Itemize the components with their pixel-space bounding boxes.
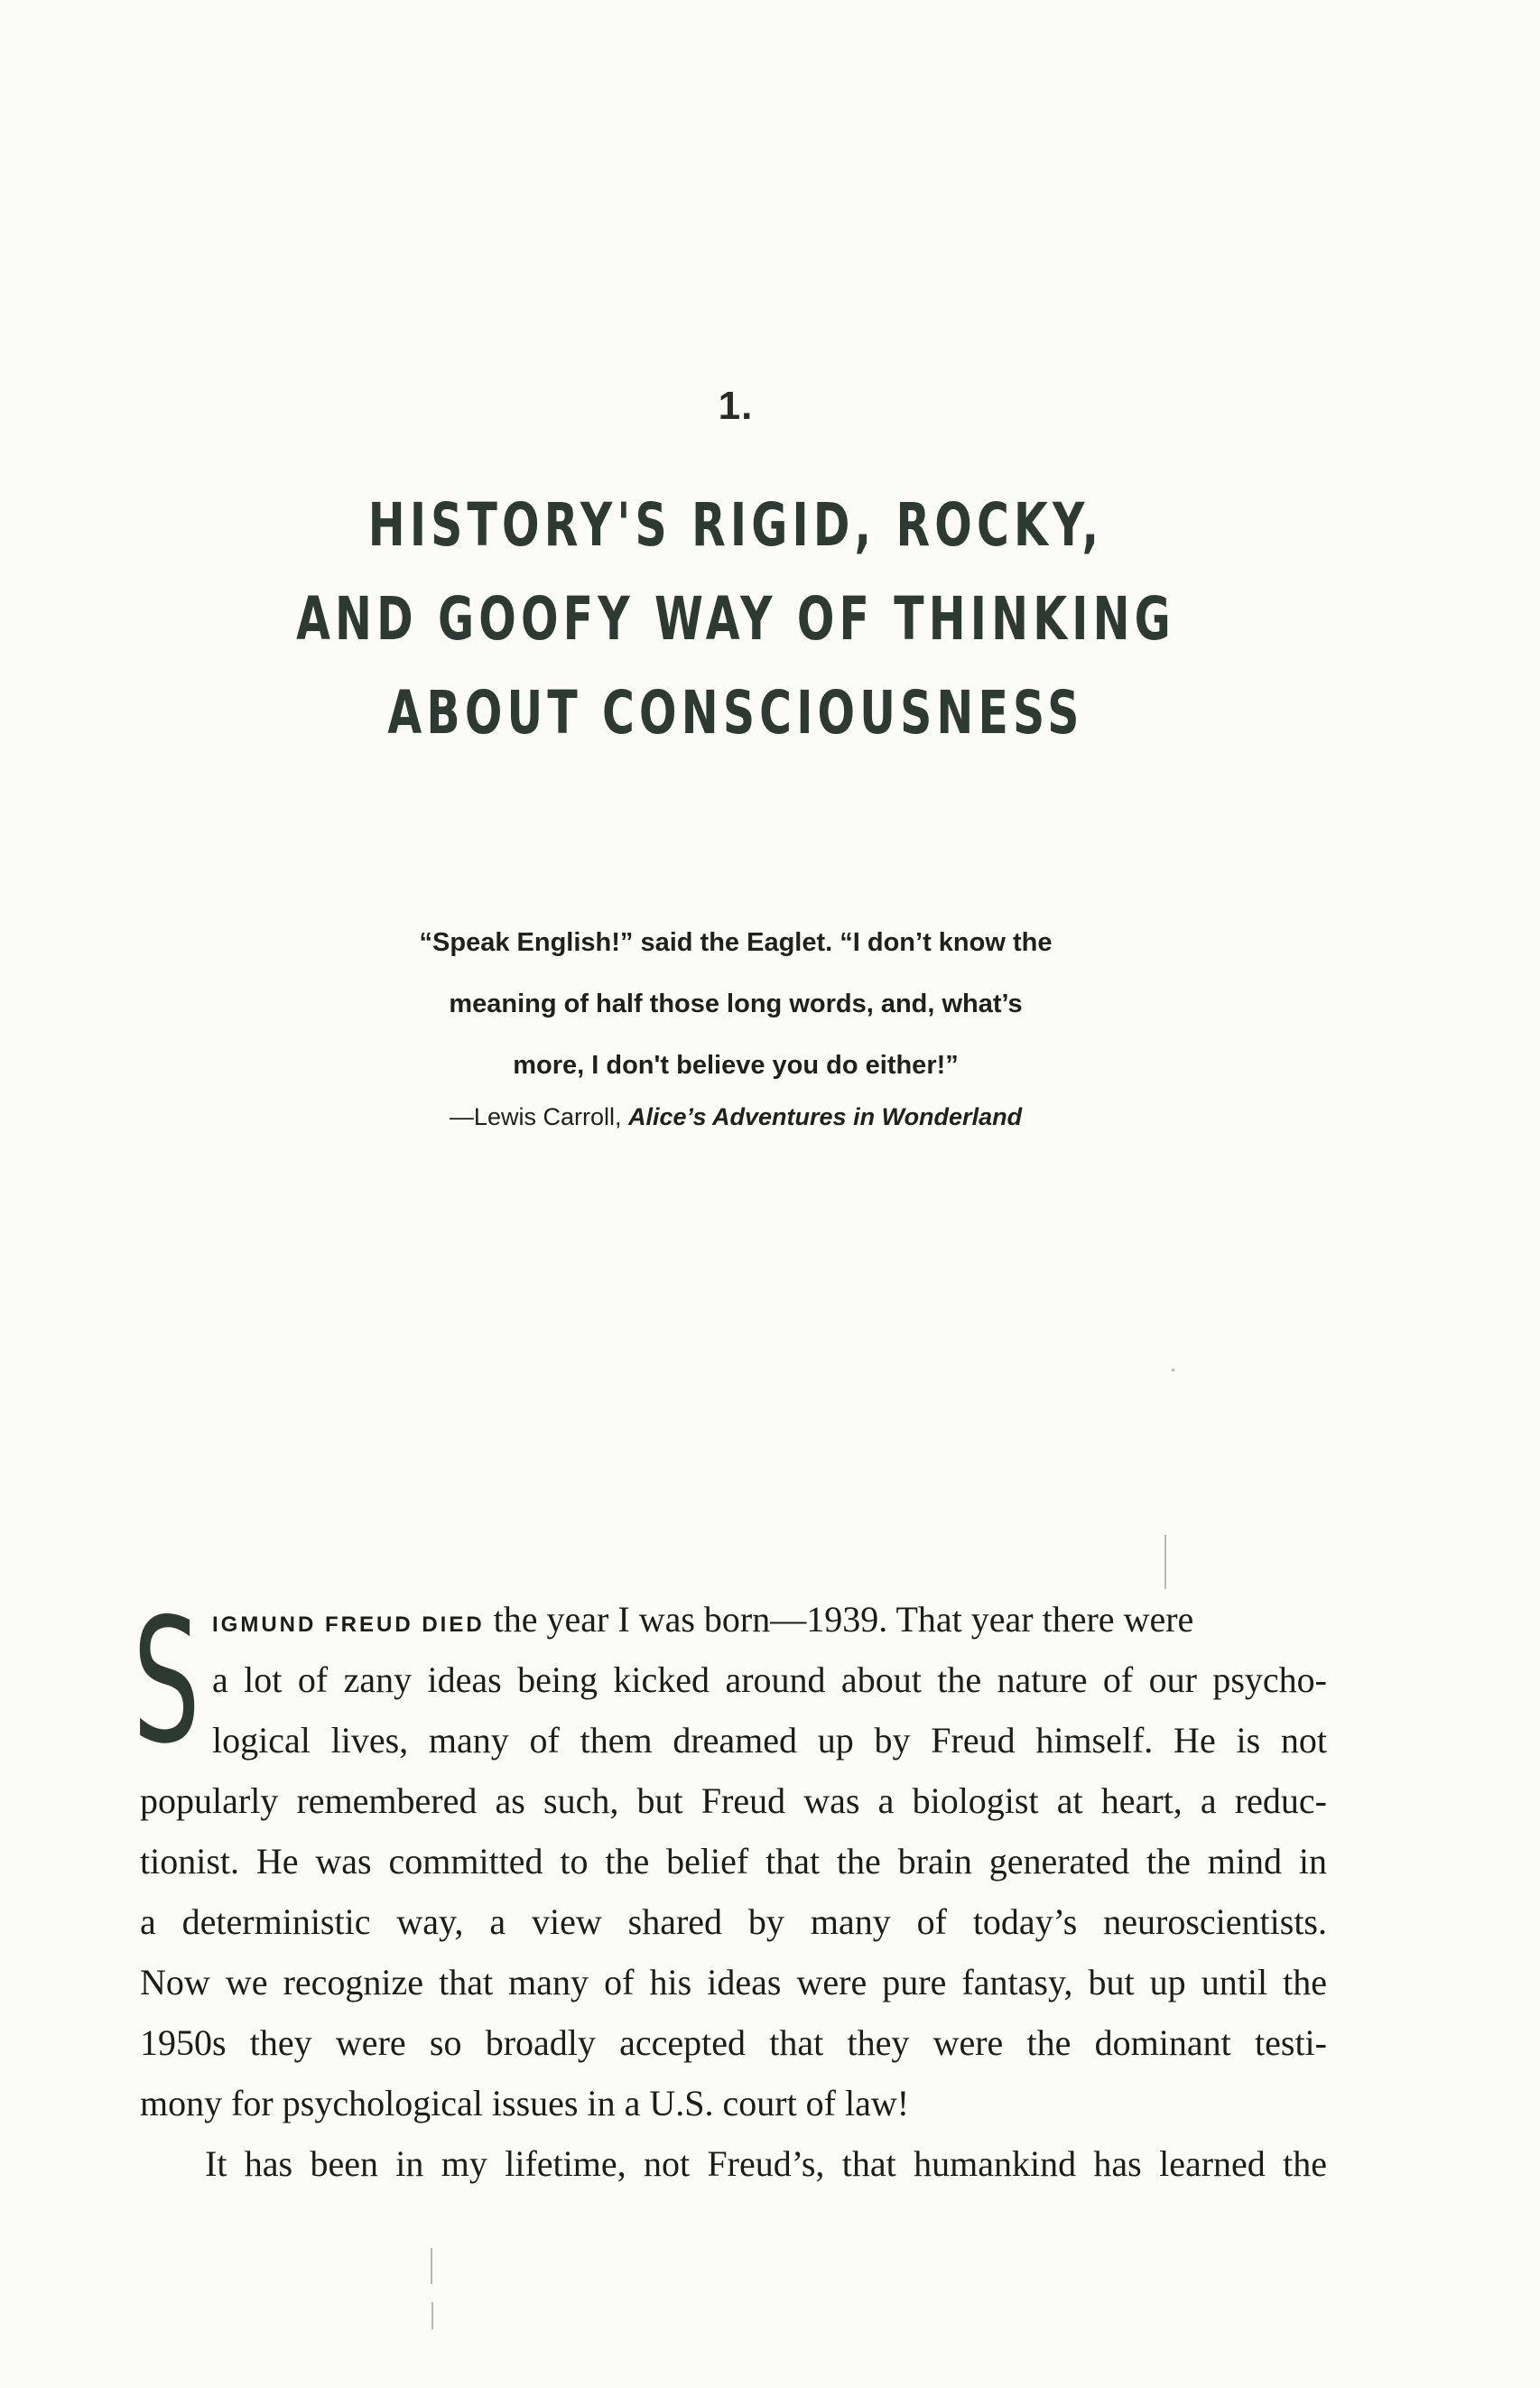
chapter-title-line: HISTORY'S RIGID, ROCKY, bbox=[367, 490, 1104, 560]
chapter-number: 1. bbox=[718, 384, 754, 428]
body-line: mony for psychological issues in a U.S. court of law! bbox=[140, 2083, 910, 2123]
body-line: a lot of zany ideas being kicked around about the nature of our psycho- bbox=[212, 1659, 1327, 1700]
body-line bbox=[140, 1589, 1327, 1649]
body-line: 1950s they were so broadly accepted that they were the dominant testi- bbox=[140, 2022, 1327, 2063]
body-line: a deterministic way, a view shared by many of today’s neuroscientists. bbox=[140, 1901, 1327, 1942]
chapter-title bbox=[191, 479, 1280, 760]
epigraph-attribution bbox=[0, 1103, 1471, 1131]
body-line: It has been in my lifetime, not Freud’s, that humankind has learned the bbox=[205, 2143, 1327, 2184]
body-text bbox=[133, 1582, 1327, 2194]
epigraph-line: meaning of half those long words, and, what’s bbox=[449, 990, 1023, 1018]
scan-speck bbox=[1164, 1535, 1166, 1589]
body-line: tionist. He was committed to the belief that the brain generated the mind in bbox=[140, 1841, 1327, 1882]
epigraph-line: “Speak English!” said the Eaglet. “I don’t know the bbox=[419, 928, 1053, 957]
body-line: logical lives, many of them dreamed up by Freud himself. He is not bbox=[212, 1720, 1327, 1761]
drop-cap: S bbox=[133, 1582, 200, 1781]
chapter-title-line: AND GOOFY WAY OF THINKING bbox=[296, 584, 1175, 654]
attribution-work-title: Alice’s Adventures in Wonderland bbox=[627, 1103, 1023, 1130]
body-line: popularly remembered as such, but Freud was a biologist at heart, a reduc- bbox=[140, 1780, 1327, 1821]
scan-speck bbox=[431, 2302, 433, 2329]
scan-speck bbox=[431, 2248, 432, 2284]
epigraph-line: more, I don't believe you do either!” bbox=[513, 1051, 959, 1080]
scan-speck bbox=[1172, 1369, 1174, 1371]
epigraph bbox=[0, 912, 1471, 1096]
opening-smallcaps: IGMUND FREUD DIED bbox=[212, 1612, 485, 1637]
attribution-author: —Lewis Carroll, bbox=[449, 1103, 628, 1130]
body-line: Now we recognize that many of his ideas were pure fantasy, but up until the bbox=[140, 1962, 1327, 2002]
body-line-text: the year I was born—1939. That year there were bbox=[484, 1599, 1194, 1640]
chapter-title-line: ABOUT CONSCIOUSNESS bbox=[387, 678, 1084, 748]
